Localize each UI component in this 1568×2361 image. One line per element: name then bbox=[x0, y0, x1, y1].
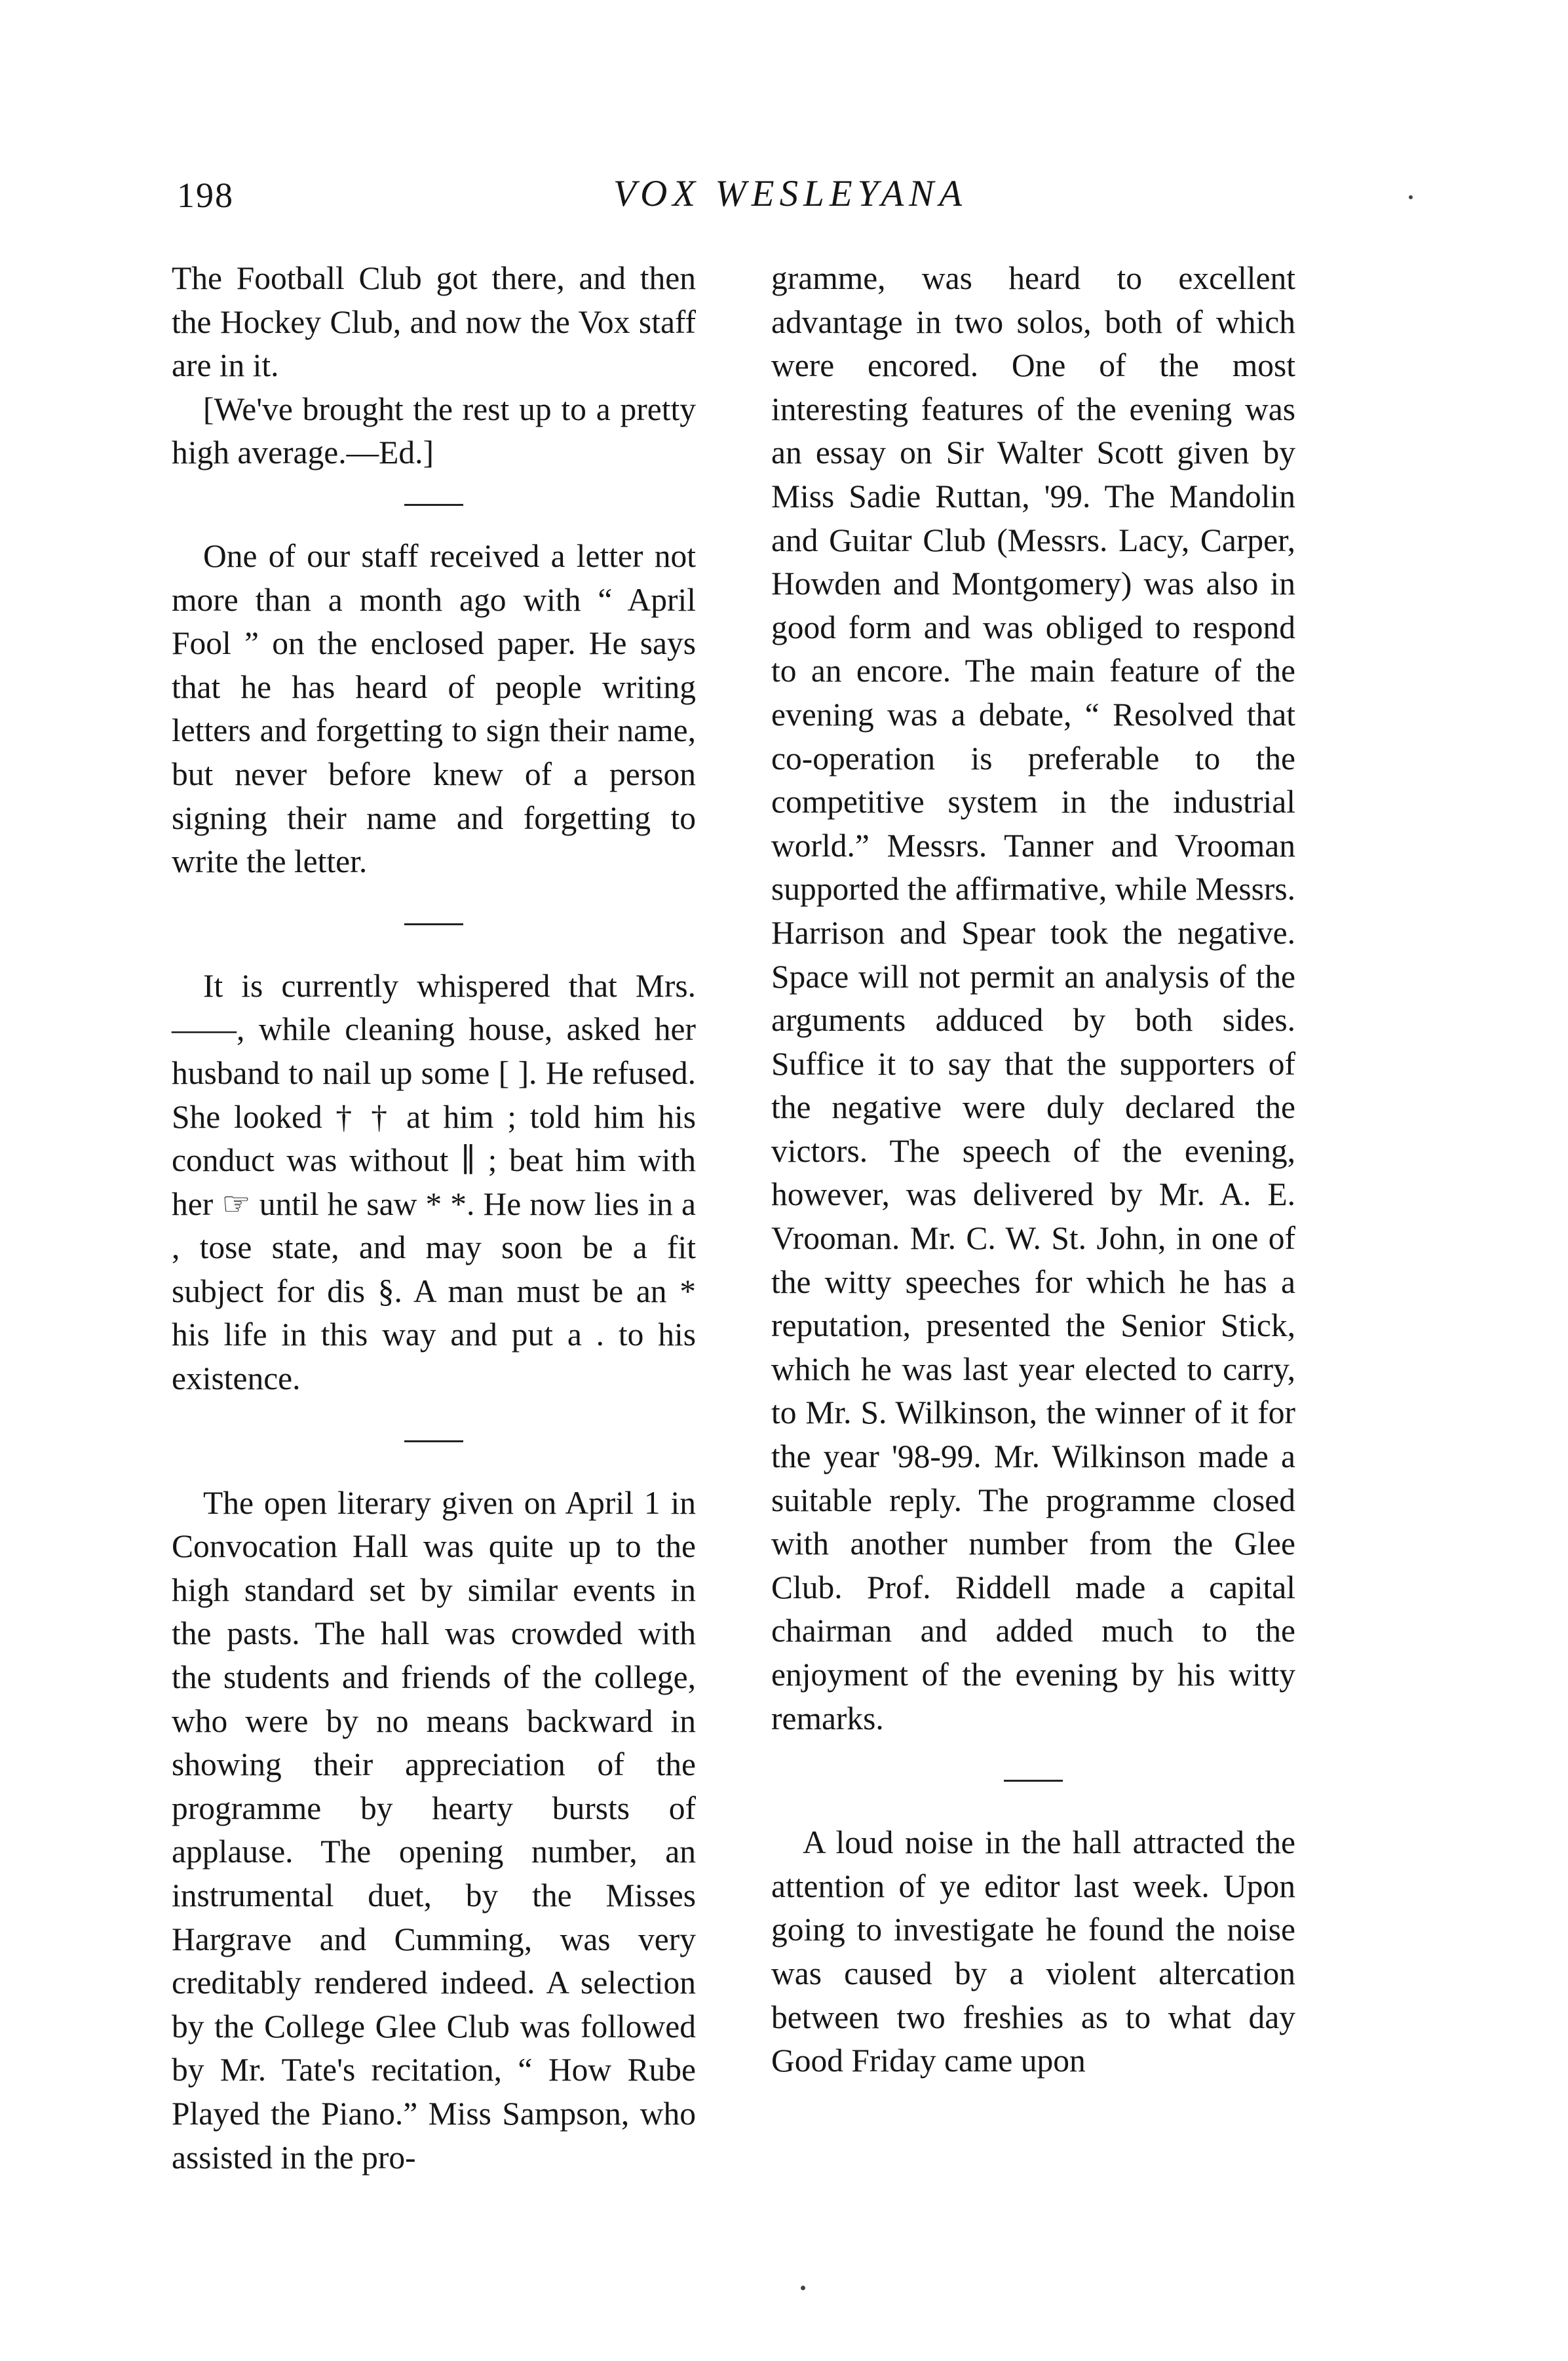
paragraph-april-fool: One of our staff received a letter not more than a month ago with “ April Fool ” on the enclosed paper. He says that he has heard of people writing letters and forgetting to sign their name, but never before knew of a person signing their name and forgetting to write the letter. bbox=[172, 537, 696, 880]
print-speck bbox=[801, 2286, 805, 2290]
section-divider bbox=[404, 923, 463, 925]
left-column bbox=[172, 257, 696, 2179]
section-divider bbox=[1004, 1780, 1063, 1782]
paragraph-football-club: The Football Club got there, and then the Hockey Club, and now the Vox staff are in it. bbox=[172, 260, 696, 384]
paragraph-open-literary: The open literary given on April 1 in Convocation Hall was quite up to the high standard set by similar events in the pasts. The hall was crowded with the students and friends of the college, who were by no means backward in showing their appreciation of the programme by hearty bursts of applause. The opening number, an instrumental duet, by the Misses Hargrave and Cumming, was very creditably rendered indeed. A selection by the College Glee Club was followed by Mr. Tate's recitation, “ How Rube Played the Piano.” Miss Sampson, who assisted in the pro- bbox=[172, 1484, 696, 2176]
paragraph-editor-note: [We've brought the rest up to a pretty high average.—Ed.] bbox=[172, 391, 696, 471]
print-speck bbox=[1409, 195, 1413, 199]
paragraph-punctuation-joke: It is currently whispered that Mrs. ——, while cleaning house, asked her husband to nail up some [ ]. He refused. She looked † † at him ; told him his conduct was without ∥ ; beat him with her ☞ until he saw * *. He now lies in a , tose state, and may soon be a fit subject for dis §. A man must be an * his life in this way and put a . to his existence. bbox=[172, 967, 696, 1397]
page-number: 198 bbox=[177, 176, 234, 215]
section-divider bbox=[404, 1440, 463, 1442]
running-title: VOX WESLEYANA bbox=[613, 173, 968, 214]
right-column bbox=[771, 257, 1295, 2083]
section-divider bbox=[404, 504, 463, 506]
paragraph-open-literary-continued: gramme, was heard to excellent advantage in two solos, both of which were encored. One of the most interesting features of the evening was an essay on Sir Walter Scott given by Miss Sadie Ruttan, '99. The Mandolin and Guitar Club (Messrs. Lacy, Carper, Howden and Montgomery) was also in good form and was obliged to respond to an encore. The main feature of the evening was a debate, “ Resolved that co-operation is preferable to the competitive system in the industrial world.” Messrs. Tanner and Vrooman supported the affirmative, while Messrs. Harrison and Spear took the negative. Space will not permit an analysis of the arguments adduced by both sides. Suffice it to say that the supporters of the negative were duly declared the victors. The speech of the evening, however, was delivered by Mr. A. E. Vrooman. Mr. C. W. St. John, in one of the witty speeches for which he has a reputation, presented the Senior Stick, which he was last year elected to carry, to Mr. S. Wilkinson, the winner of it for the year '98-99. Mr. Wilkinson made a suitable reply. The programme closed with another number from the Glee Club. Prof. Riddell made a capital chairman and added much to the enjoyment of the evening by his witty remarks. bbox=[771, 260, 1295, 1737]
paragraph-loud-noise: A loud noise in the hall attracted the attention of ye editor last week. Upon going to investigate he found the noise was caused by a violent altercation between two freshies as to what day Good Friday came upon bbox=[771, 1824, 1295, 2079]
